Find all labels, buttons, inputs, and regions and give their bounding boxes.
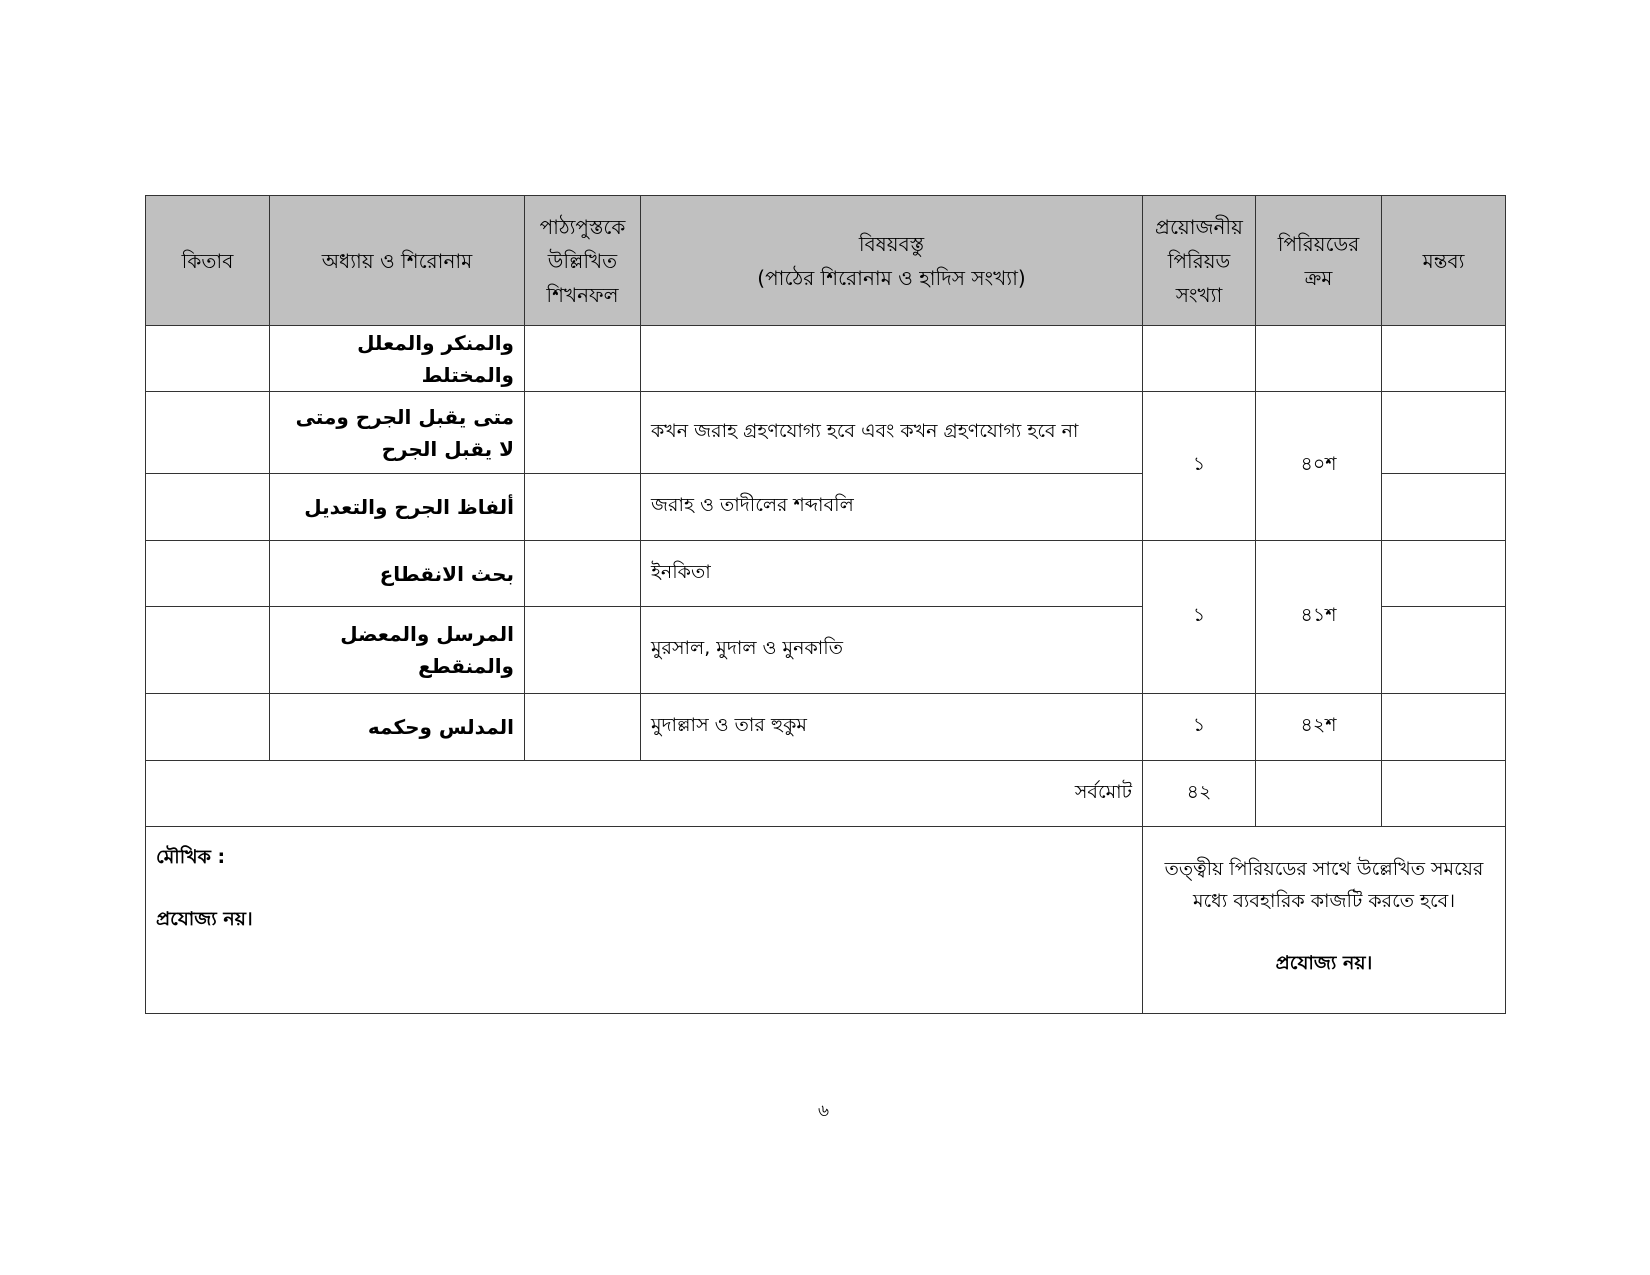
book-cell — [146, 607, 270, 694]
order-cell: ৪১শ — [1256, 541, 1382, 694]
table-row — [146, 392, 1506, 474]
assessment-row — [146, 827, 1506, 1014]
header-remarks: মন্তব্য — [1382, 196, 1506, 326]
outcome-cell — [525, 392, 641, 474]
remarks-cell — [1382, 761, 1506, 827]
oral-section — [146, 827, 1143, 1014]
practical-text: প্রযোজ্য নয়। — [1275, 952, 1373, 974]
outcome-cell — [525, 326, 641, 392]
header-content — [641, 196, 1143, 326]
content-cell: মুরসাল, মুদাল ও মুনকাতি — [641, 607, 1143, 694]
content-cell: কখন জরাহ গ্রহণযোগ্য হবে এবং কখন গ্রহণযোগ্য হবে না — [641, 392, 1143, 474]
outcome-cell — [525, 694, 641, 761]
header-order: পিরিয়ডের ক্রম — [1256, 196, 1382, 326]
periods-cell — [1143, 326, 1256, 392]
chapter-cell: المدلس وحكمه — [270, 694, 525, 761]
oral-text: প্রযোজ্য নয়। — [156, 908, 253, 930]
header-outcome: পাঠ্যপুস্তকে উল্লিখিত শিখনফল — [525, 196, 641, 326]
header-chapter: অধ্যায় ও শিরোনাম — [270, 196, 525, 326]
remarks-cell — [1382, 392, 1506, 474]
page-number: ৬ — [818, 1101, 830, 1121]
header-content-title: বিষয়বস্তু — [858, 231, 925, 256]
remarks-cell — [1382, 474, 1506, 541]
order-cell — [1256, 761, 1382, 827]
chapter-cell: بحث الانقطاع — [270, 541, 525, 607]
remarks-cell — [1382, 607, 1506, 694]
book-cell — [146, 694, 270, 761]
practical-note: তত্ত্বীয় পিরিয়ডের সাথে উল্লেখিত সময়ের মধ্যে ব্যবহারিক কাজটি করতে হবে। — [1164, 858, 1484, 912]
order-cell: ৪২শ — [1256, 694, 1382, 761]
practical-section — [1143, 827, 1506, 1014]
chapter-cell: ألفاظ الجرح والتعديل — [270, 474, 525, 541]
periods-cell: ১ — [1143, 694, 1256, 761]
header-periods: প্রয়োজনীয় পিরিয়ড সংখ্যা — [1143, 196, 1256, 326]
book-cell — [146, 326, 270, 392]
content-cell — [641, 326, 1143, 392]
book-cell — [146, 541, 270, 607]
chapter-cell: متى يقبل الجرح ومتى لا يقبل الجرح — [270, 392, 525, 474]
remarks-cell — [1382, 694, 1506, 761]
table-row — [146, 541, 1506, 607]
table-row — [146, 694, 1506, 761]
header-book: কিতাব — [146, 196, 270, 326]
content-cell: ইনকিতা — [641, 541, 1143, 607]
book-cell — [146, 392, 270, 474]
oral-title: মৌখিক : — [156, 846, 226, 868]
outcome-cell — [525, 541, 641, 607]
content-cell: মুদাল্লাস ও তার হুকুম — [641, 694, 1143, 761]
total-label: সর্বমোট — [146, 761, 1143, 827]
periods-cell: ১ — [1143, 541, 1256, 694]
outcome-cell — [525, 607, 641, 694]
order-cell: ৪০শ — [1256, 392, 1382, 541]
content-cell: জরাহ ও তাদীলের শব্দাবলি — [641, 474, 1143, 541]
outcome-cell — [525, 474, 641, 541]
periods-cell: ১ — [1143, 392, 1256, 541]
order-cell — [1256, 326, 1382, 392]
table-row — [146, 326, 1506, 392]
total-row — [146, 761, 1506, 827]
remarks-cell — [1382, 541, 1506, 607]
total-value: ৪২ — [1143, 761, 1256, 827]
chapter-cell: المرسل والمعضل والمنقطع — [270, 607, 525, 694]
book-cell — [146, 474, 270, 541]
header-row — [146, 196, 1506, 326]
remarks-cell — [1382, 326, 1506, 392]
header-content-sub: (পাঠের শিরোনাম ও হাদিস সংখ্যা) — [757, 265, 1026, 290]
syllabus-table — [145, 195, 1506, 1014]
chapter-cell: والمنكر والمعلل والمختلط — [270, 326, 525, 392]
